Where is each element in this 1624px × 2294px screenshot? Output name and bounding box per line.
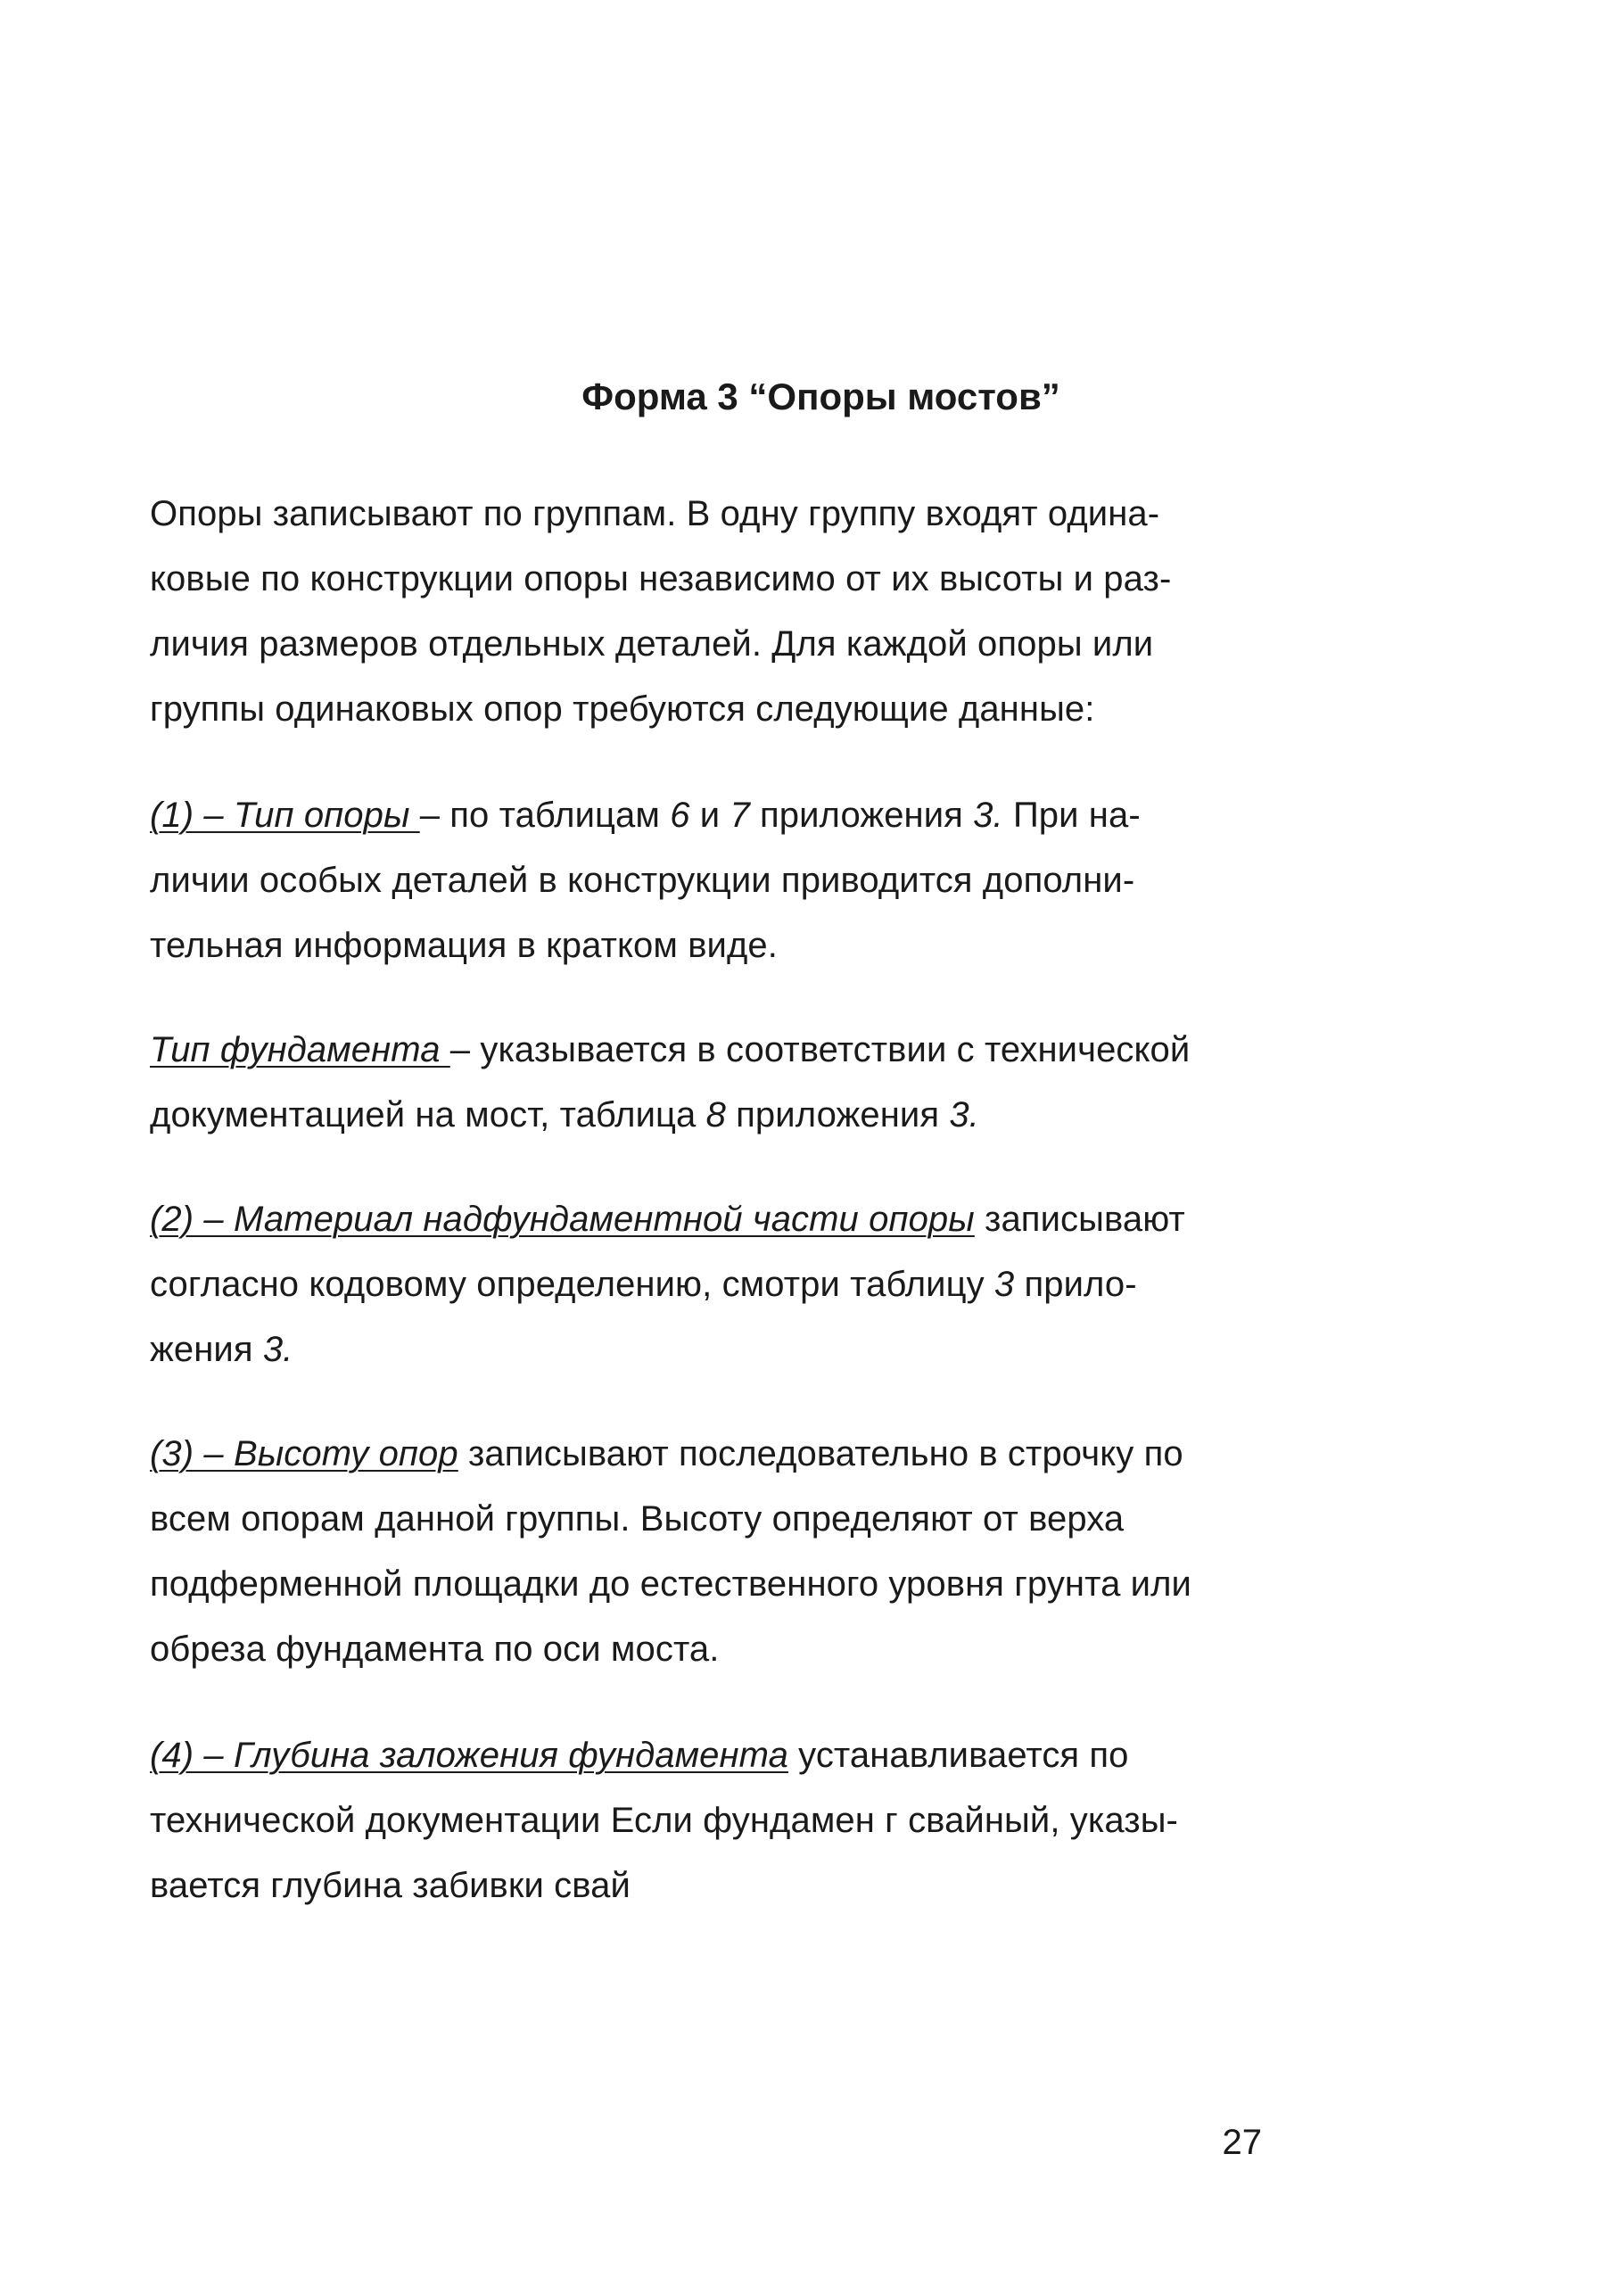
item-1-term: (1) – Тип опоры bbox=[150, 796, 420, 835]
item-2-paragraph bbox=[150, 1187, 1274, 1382]
foundation-type-text: приложения bbox=[725, 1095, 950, 1135]
table-ref: 3 bbox=[993, 1265, 1015, 1304]
intro-line: личия размеров отдельных деталей. Для каждой опоры или bbox=[150, 624, 1154, 664]
appendix-ref: 3. bbox=[262, 1330, 293, 1369]
item-1-paragraph bbox=[150, 783, 1274, 978]
foundation-type-term: Тип фундамента bbox=[150, 1030, 450, 1069]
foundation-type-line bbox=[150, 1083, 1274, 1148]
item-2-line bbox=[150, 1317, 1274, 1382]
table-ref: 6 bbox=[670, 796, 690, 835]
item-4-text: устанавливается по bbox=[787, 1736, 1129, 1775]
item-2-text: жения bbox=[150, 1330, 263, 1369]
item-1-line: личии особых деталей в конструкции приводится дополни- bbox=[150, 861, 1135, 900]
intro-paragraph bbox=[150, 482, 1274, 742]
item-4-line: технической документации Если фундамен г свайный, указы- bbox=[150, 1801, 1178, 1840]
table-ref: 7 bbox=[730, 796, 750, 835]
item-4-line bbox=[150, 1723, 1274, 1788]
appendix-ref: 3. bbox=[973, 796, 1003, 835]
foundation-type-line bbox=[150, 1018, 1274, 1083]
item-3-text: записывают последовательно в строчку по bbox=[458, 1434, 1183, 1473]
item-2-line bbox=[150, 1252, 1274, 1317]
item-3-paragraph bbox=[150, 1422, 1274, 1682]
item-4-paragraph bbox=[150, 1723, 1274, 1919]
item-2-term: (2) – Материал надфундаментной части опоры bbox=[150, 1200, 975, 1239]
item-3-line bbox=[150, 1422, 1274, 1487]
item-1-line bbox=[150, 783, 1274, 848]
item-1-text: При на- bbox=[1002, 796, 1141, 835]
item-2-line bbox=[150, 1187, 1274, 1252]
table-ref: 8 bbox=[705, 1095, 726, 1135]
intro-line: Опоры записывают по группам. В одну группу входят одина- bbox=[150, 494, 1160, 533]
page-title: Форма 3 “Опоры мостов” bbox=[581, 375, 1060, 417]
item-4-term: (4) – Глубина заложения фундамента bbox=[150, 1736, 788, 1775]
intro-line: группы одинаковых опор требуются следующие данные: bbox=[150, 689, 1095, 729]
item-3-line: подферменной площадки до естественного уровня грунта или bbox=[150, 1564, 1191, 1604]
page-number: 27 bbox=[1222, 2123, 1262, 2162]
foundation-type-text: документацией на мост, таблица bbox=[150, 1095, 706, 1135]
item-2-text: прило- bbox=[1014, 1265, 1137, 1304]
foundation-type-paragraph bbox=[150, 1018, 1274, 1148]
item-1-text: и bbox=[689, 796, 730, 835]
item-1-text: – по таблицам bbox=[419, 796, 671, 835]
item-3-line: обреза фундамента по оси моста. bbox=[150, 1630, 720, 1669]
item-3-term: (3) – Высоту опор bbox=[150, 1434, 458, 1473]
item-3-line: всем опорам данной группы. Высоту определяют от верха bbox=[150, 1499, 1125, 1539]
intro-line: ковые по конструкции опоры независимо от их высоты и раз- bbox=[150, 559, 1172, 598]
item-4-line: вается глубина забивки свай bbox=[150, 1866, 631, 1905]
item-1-line: тельная информация в кратком виде. bbox=[150, 926, 778, 965]
appendix-ref: 3. bbox=[949, 1095, 979, 1135]
item-2-text: согласно кодовому определению, смотри таблицу bbox=[150, 1265, 994, 1304]
item-2-text: записывают bbox=[974, 1200, 1185, 1239]
foundation-type-text: – указывается в соответствии с технической bbox=[449, 1030, 1191, 1069]
item-1-text: приложения bbox=[749, 796, 974, 835]
